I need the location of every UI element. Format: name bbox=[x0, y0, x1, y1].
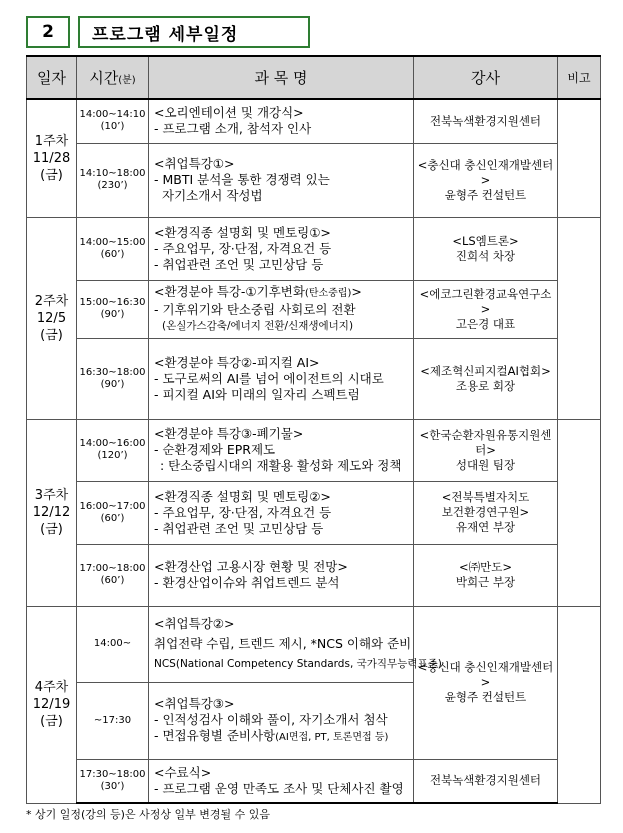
section-heading bbox=[26, 16, 310, 48]
subject-cell: <환경분야 특강-①기후변화(탄소중립)> - 기후위기와 탄소중립 사회로의 전환 (온실가스감축/에너지 전환/신재생에너지) bbox=[149, 280, 414, 338]
week-cell: 2주차 12/5 (금) bbox=[27, 217, 77, 419]
table-row bbox=[27, 759, 601, 803]
instructor-cell: <㈜만도> 박희근 부장 bbox=[414, 544, 558, 606]
instructor-cell: <충신대 충신인재개발센터> 윤형주 컨설턴트 bbox=[414, 606, 558, 759]
subject-cell: <취업특강③> - 인적성검사 이해와 풀이, 자기소개서 첨삭 - 면접유형별 준비사항(AI면접, PT, 토론면접 등) bbox=[149, 682, 414, 759]
instructor-cell: <에코그린환경교육연구소> 고은경 대표 bbox=[414, 280, 558, 338]
instructor-cell: 전북녹색환경지원센터 bbox=[414, 759, 558, 803]
time-cell: 16:00~17:00 (60’) bbox=[77, 481, 149, 544]
week-cell: 4주차 12/19 (금) bbox=[27, 606, 77, 803]
header-instructor: 강사 bbox=[414, 56, 558, 99]
subject-cell: <환경직종 설명회 및 멘토링①> - 주요업무, 장·단점, 자격요건 등 - 취업관련 조언 및 고민상담 등 bbox=[149, 217, 414, 280]
footnote: * 상기 일정(강의 등)은 사정상 일부 변경될 수 있음 bbox=[26, 808, 270, 821]
subject-cell: <환경분야 특강②-피지컬 AI> - 도구로써의 AI를 넘어 에이전트의 시대로 - 피지컬 AI와 미래의 일자리 스펙트럼 bbox=[149, 338, 414, 419]
table-header-row bbox=[27, 56, 601, 99]
table-row bbox=[27, 606, 601, 682]
header-time: 시간(분) bbox=[77, 56, 149, 99]
instructor-cell: <충신대 충신인재개발센터> 윤형주 컨설턴트 bbox=[414, 143, 558, 217]
remarks-cell bbox=[558, 606, 601, 803]
instructor-cell: 전북녹색환경지원센터 bbox=[414, 99, 558, 143]
week-cell: 1주차 11/28 (금) bbox=[27, 99, 77, 217]
time-cell: 16:30~18:00 (90’) bbox=[77, 338, 149, 419]
instructor-cell: <전북특별자치도 보건환경연구원> 유재연 부장 bbox=[414, 481, 558, 544]
subject-cell: <환경분야 특강③-폐기물> - 순환경제와 EPR제도 : 탄소중립시대의 재활용 활성화 제도와 정책 bbox=[149, 419, 414, 481]
remarks-cell bbox=[558, 217, 601, 419]
table-row bbox=[27, 419, 601, 481]
subject-cell: <환경직종 설명회 및 멘토링②> - 주요업무, 장·단점, 자격요건 등 - 취업관련 조언 및 고민상담 등 bbox=[149, 481, 414, 544]
time-cell: 17:00~18:00 (60’) bbox=[77, 544, 149, 606]
subject-cell: <오리엔테이션 및 개강식> - 프로그램 소개, 참석자 인사 bbox=[149, 99, 414, 143]
week-cell: 3주차 12/12 (금) bbox=[27, 419, 77, 606]
subject-cell: <취업특강②> 취업전략 수립, 트렌드 제시, *NCS 이해와 준비 NCS(National Competency Standards, 국가직무능력표준) bbox=[149, 606, 414, 682]
time-cell: 14:00~ bbox=[77, 606, 149, 682]
time-cell: 15:00~16:30 (90’) bbox=[77, 280, 149, 338]
section-title: 프로그램 세부일정 bbox=[78, 16, 310, 48]
time-cell: 14:00~14:10 (10’) bbox=[77, 99, 149, 143]
instructor-cell: <LS엠트론> 진희석 차장 bbox=[414, 217, 558, 280]
subject-cell: <수료식> - 프로그램 운영 만족도 조사 및 단체사진 촬영 bbox=[149, 759, 414, 803]
remarks-cell bbox=[558, 419, 601, 606]
instructor-cell: <한국순환자원유통지원센터> 성대원 팀장 bbox=[414, 419, 558, 481]
time-cell: 14:00~15:00 (60’) bbox=[77, 217, 149, 280]
subject-cell: <환경산업 고용시장 현황 및 전망> - 환경산업이슈와 취업트렌드 분석 bbox=[149, 544, 414, 606]
table-row bbox=[27, 99, 601, 143]
time-cell: 14:00~16:00 (120’) bbox=[77, 419, 149, 481]
table-row bbox=[27, 280, 601, 338]
table-row bbox=[27, 544, 601, 606]
header-week: 일자 bbox=[27, 56, 77, 99]
table-row bbox=[27, 143, 601, 217]
instructor-cell: <제조혁신피지컬AI협회> 조용로 회장 bbox=[414, 338, 558, 419]
subject-cell: <취업특강①> - MBTI 분석을 통한 경쟁력 있는 자기소개서 작성법 bbox=[149, 143, 414, 217]
header-remarks: 비고 bbox=[558, 56, 601, 99]
schedule-table bbox=[26, 55, 601, 804]
time-cell: 17:30~18:00 (30’) bbox=[77, 759, 149, 803]
table-row bbox=[27, 481, 601, 544]
header-subject: 과 목 명 bbox=[149, 56, 414, 99]
table-row bbox=[27, 217, 601, 280]
time-cell: ~17:30 bbox=[77, 682, 149, 759]
time-cell: 14:10~18:00 (230’) bbox=[77, 143, 149, 217]
section-number: 2 bbox=[26, 16, 70, 48]
table-row bbox=[27, 338, 601, 419]
remarks-cell bbox=[558, 99, 601, 217]
